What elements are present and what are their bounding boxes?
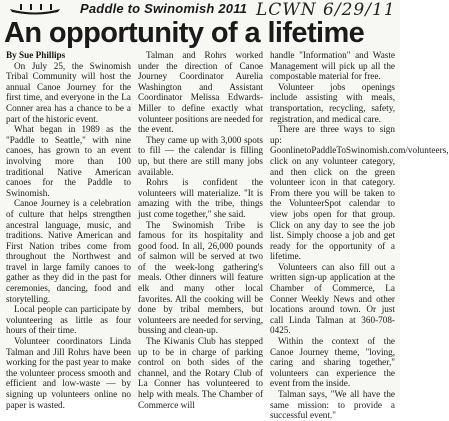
paragraph: What began in 1989 as the "Paddle to Seattle," with nine canoes, has grown to an event involving more than 100 traditional Native American canoes for the Paddle to Swinomish. (6, 124, 131, 198)
headline: An opportunity of a lifetime (4, 17, 365, 49)
article-column-2 (138, 50, 263, 410)
paragraph: Volunteers can also fill out a written sign-up application at the Chamber of Commerce, La Conner Weekly News and other locations around town. Or just call Linda Talman at 360-708-0425. (270, 261, 395, 336)
paragraph: The Swinomish Tribe is famous for its hospitality and good food. In all, 26,000 pounds of salmon will be served at two of the week-long gathering's meals. Other dinners will feature elk and many other local favorites. All the cooking will be done by tribal members, but volunteers are needed for serving, bussing and clean-up. (138, 219, 263, 336)
paragraph: Volunteer jobs openings include assisting with meals, transportation, recycling, safety, registration, and medical care. (270, 81, 395, 124)
paragraph: Canoe Journey is a celebration of culture that helps strengthen ancestral language, music, and traditions. Native American and First Nation tribes come from throughout the Northwest and travel in large family canoes to gather as they did in the past for ceremonies, dancing, food and storytelling. (6, 198, 131, 304)
paragraph: Volunteer coordinators Linda Talman and Jill Rohrs have been working for the past year to make the volunteer process smooth and efficient and low-waste — by signing up volunteers online no paper is wasted. (6, 336, 131, 410)
paragraph: The Kiwanis Club has stepped up to be in charge of parking control on both sides of the channel, and the Rotary Club of La Conner has volunteered to help with meals. The Chamber of Commerce will (138, 336, 263, 410)
paragraph: Within the context of the Canoe Journey theme, "loving, caring and sharing together," volunteers can experience the event from the inside. (270, 336, 395, 389)
section-title: Paddle to Swinomish 2011 (80, 1, 248, 16)
paragraph: handle "Information" and Waste Management will pick up all the compostable material for free. (270, 50, 395, 82)
paragraph: Local people can participate by volunteering as little as four hours of their time. (6, 304, 131, 336)
paragraph: They came up with 3,000 spots to fill — the calendar is filling up, but there are still many jobs available. (138, 134, 263, 177)
handwritten-note: LCWN 6/29/11 (256, 0, 396, 20)
paragraph: On July 25, the Swinomish Tribal Community will host the annual Canoe Journey for the first time, and everyone in the La Conner area has a chance to be a part of the historic event. (6, 60, 131, 124)
paragraph: Talman says, "We all have the same mission: to provide a successful event." (270, 389, 395, 421)
canoe-logo-icon (8, 3, 62, 15)
paragraph: There are three ways to sign up: GoonlinetoPaddleToSwinomish.com/volunteers, click on any volunteer category, and then click on the green volunteer icon in that category. From there you will be taken to the VolunteerSpot calendar to view jobs open for that group. Click on any day to see the job list. Simply choose a job and get ready for the opportunity of a lifetime. (270, 124, 449, 262)
article-column-3 (270, 50, 449, 421)
paragraph: Talman and Rohrs worked under the direction of Canoe Journey Coordinator Aurelia Washington and Assistant Coordinator Melissa Edwards-Miller to define exactly what volunteer positions are needed for the event. (138, 50, 264, 135)
article-column-1 (6, 50, 131, 410)
byline: By Sue Phillips (6, 50, 66, 60)
paragraph: Rohrs is confident the volunteers will materialize. "It is amazing with the tribe, things just come together," she said. (138, 177, 263, 219)
article-body (6, 50, 449, 421)
